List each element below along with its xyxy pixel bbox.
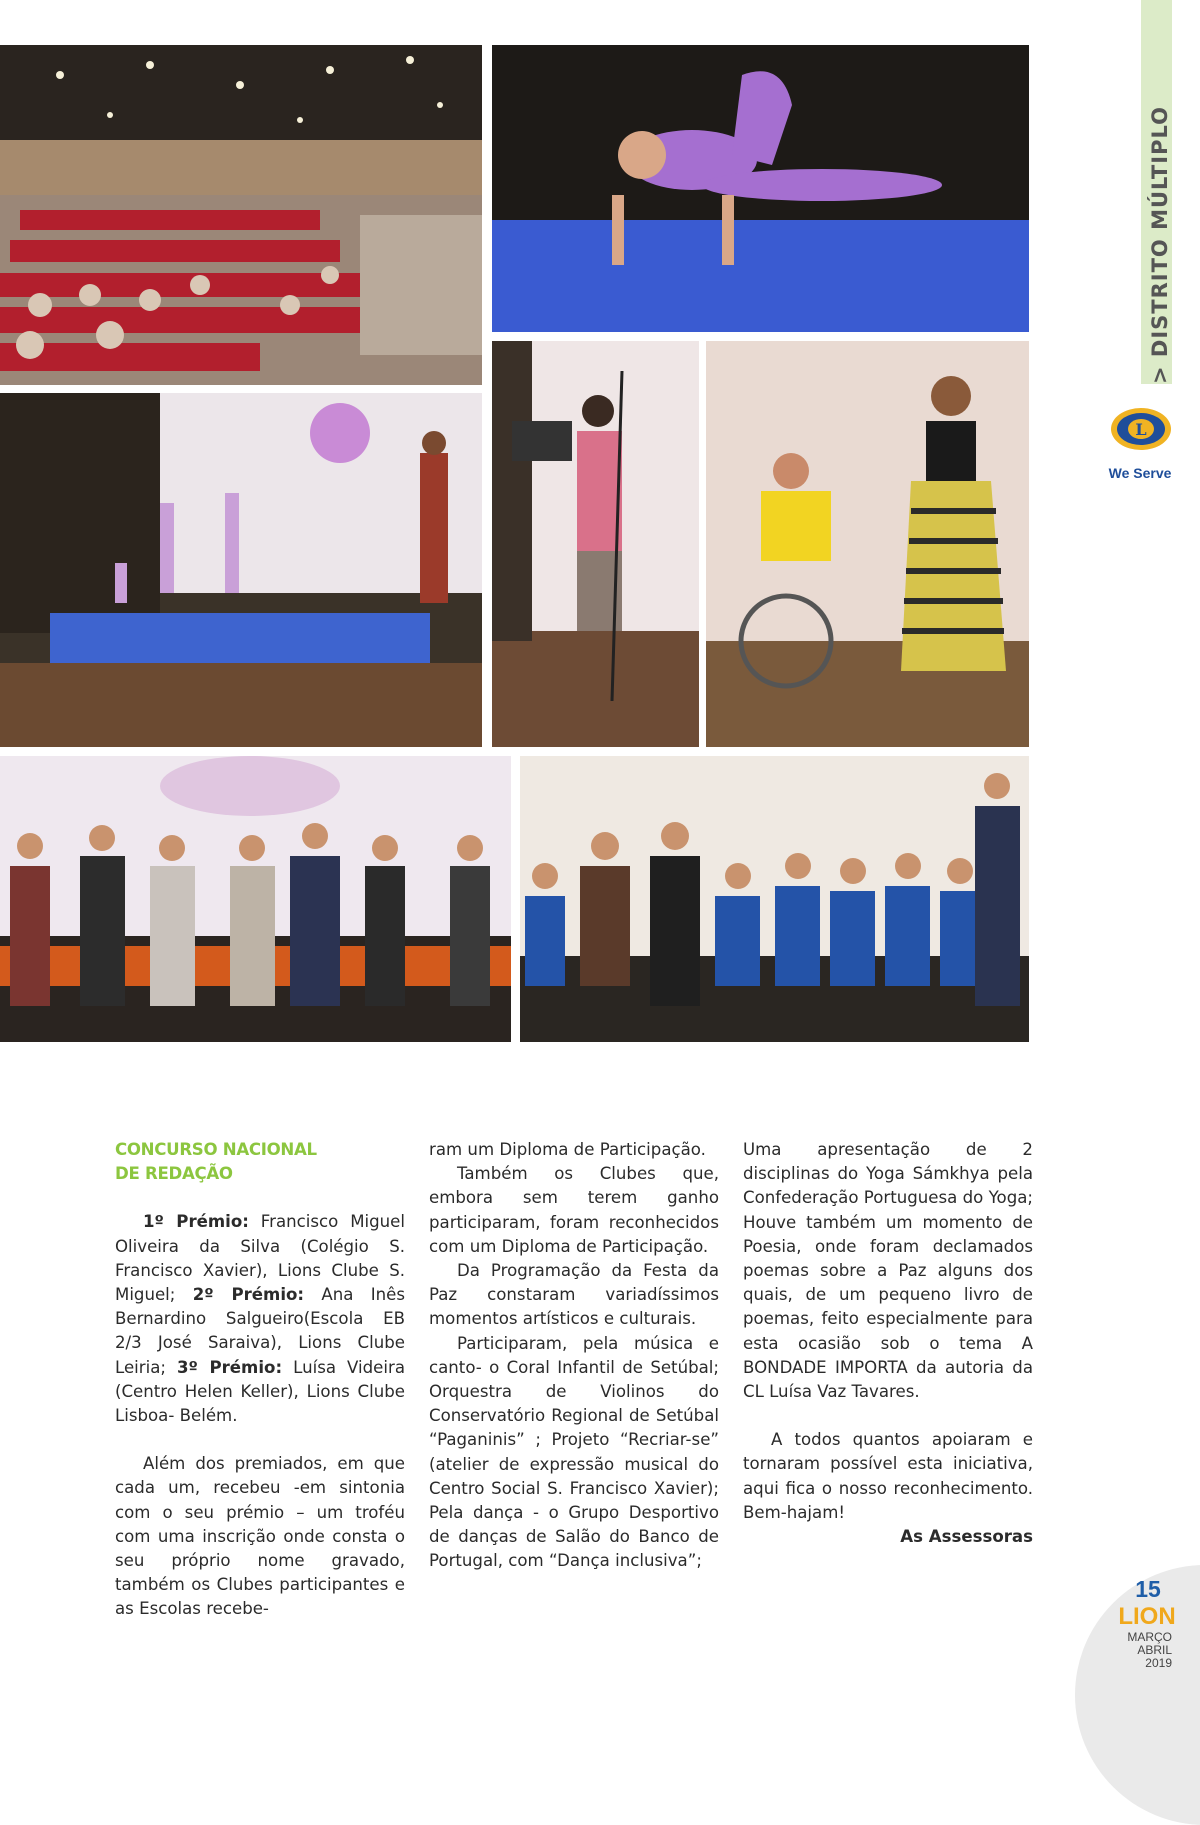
stage-yoga-performance-photo <box>0 393 482 747</box>
yoga-pose-photo <box>492 45 1029 332</box>
svg-text:L: L <box>1135 420 1147 439</box>
auditorium-audience-photo <box>0 45 482 385</box>
prize-1-text: Francisco Miguel Oliveira da Silva (Colégio S. Francisco Xavier), Lions Clube S. Miguel; <box>115 1212 405 1305</box>
article-column-3 <box>743 1138 1033 1549</box>
magazine-name: LION <box>1118 1603 1176 1630</box>
page-number: 15 <box>1135 1576 1161 1602</box>
prize-1-label: 1º Prémio: <box>143 1212 249 1232</box>
lions-logo-icon <box>1108 406 1174 452</box>
article-column-2 <box>429 1138 719 1574</box>
violin-orchestra-photo <box>520 756 1029 1042</box>
signature: As Assessoras <box>900 1527 1033 1547</box>
participaram-paragraph: Participaram, pela música e canto- o Coral Infantil de Setúbal; Orquestra de Violinos do Conservatório Regional de Setúbal “Paganinis” ; Projeto “Recriar-se” (atelier de expressão musical do Centro Social S. Francisco Xavier); Pela dança - o Grupo Desportivo de danças de Salão do Banco de Portugal, com “Dança inclusiva”; <box>429 1333 719 1571</box>
prize-2-text: Ana Inês Bernardino Salgueiro(Escola EB 2/3 José Saraiva), Lions Clube Leiria; <box>115 1285 405 1377</box>
prizes-paragraph <box>115 1210 405 1428</box>
agradecimento-paragraph: A todos quantos apoiaram e tornaram possível esta iniciativa, aqui fica o nosso reconhecimento. Bem-hajam! <box>743 1430 1033 1522</box>
poetry-reading-photo <box>492 341 699 747</box>
heading-line-2: DE REDAÇÃO <box>115 1164 233 1184</box>
issue-month-1: MARÇO <box>1127 1630 1172 1644</box>
heading-line-1: CONCURSO NACIONAL <box>115 1140 317 1159</box>
premiados-paragraph: Além dos premiados, em que cada um, recebeu -em sintonia com o seu prémio – um troféu com uma inscrição onde consta o seu próprio nome gravado, também os Clubes participantes e as Escolas recebe- <box>115 1454 405 1619</box>
award-group-photo <box>0 756 511 1042</box>
clubes-paragraph: Também os Clubes que, embora sem terem ganho participaram, foram reconhecidos com um Diploma de Participação. <box>429 1164 719 1256</box>
prize-3-text: Luísa Videira (Centro Helen Keller), Lions Clube Lisboa- Belém. <box>115 1357 405 1426</box>
we-serve-motto: We Serve <box>1108 465 1172 481</box>
issue-month-2: ABRIL <box>1137 1643 1172 1657</box>
article-column-1 <box>115 1138 405 1622</box>
prize-3-label: 3º Prémio: <box>177 1357 283 1377</box>
inclusive-dance-photo <box>706 341 1029 747</box>
section-tab-label <box>1147 353 1200 384</box>
article-heading <box>115 1138 405 1186</box>
yoga-paragraph: Uma apresentação de 2 disciplinas do Yoga Sámkhya pela Confederação Portuguesa do Yoga; Houve também um momento de Poesia, onde foram declamados poemas sobre a Paz alguns dos quais, de um pequeno livro de poemas, feito especialmente para esta ocasião sob o tema A BONDADE IMPORTA da autoria da CL Luísa Vaz Tavares. <box>743 1140 1033 1402</box>
prize-2-label: 2º Prémio: <box>192 1285 305 1305</box>
issue-year: 2019 <box>1145 1656 1172 1670</box>
programacao-paragraph: Da Programação da Festa da Paz constaram variadíssimos momentos artísticos e culturais. <box>429 1261 719 1329</box>
diploma-continuation: ram um Diploma de Participação. <box>429 1140 706 1159</box>
